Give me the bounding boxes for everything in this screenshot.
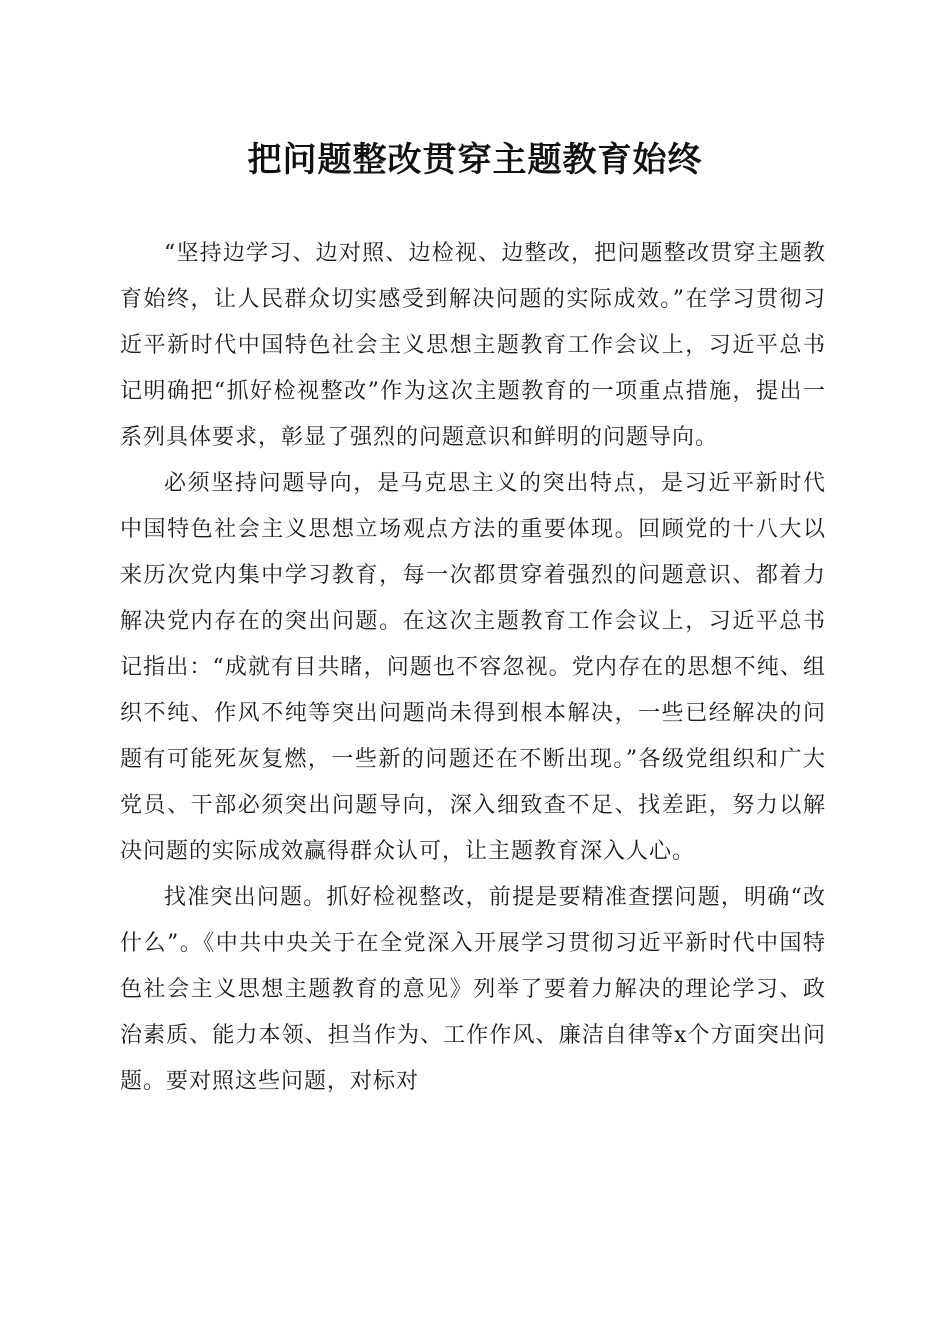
paragraph-2: 必须坚持问题导向，是马克思主义的突出特点，是习近平新时代中国特色社会主义思想立场观点方法的重要体现。回顾党的十八大以来历次党内集中学习教育，每一次都贯穿着强烈的问题意识、都着力解决党内存在的突出问题。在这次主题教育工作会议上，习近平总书记指出：“成就有目共睹，问题也不容忽视。党内存在的思想不纯、组织不纯、作风不纯等突出问题尚未得到根本解决，一些已经解决的问题有可能死灰复燃，一些新的问题还在不断出现。”各级党组织和广大党员、干部必须突出问题导向，深入细致查不足、找差距，努力以解决问题的实际成效赢得群众认可，让主题教育深入人心。 [120, 471, 826, 864]
document-body [120, 231, 826, 1105]
paragraph-1: “坚持边学习、边对照、边检视、边整改，把问题整改贯穿主题教育始终，让人民群众切实感受到解决问题的实际成效。”在学习贯彻习近平新时代中国特色社会主义思想主题教育工作会议上，习近平总书记明确把“抓好检视整改”作为这次主题教育的一项重点措施，提出一系列具体要求，彰显了强烈的问题意识和鲜明的问题导向。 [120, 241, 826, 450]
document-title: 把问题整改贯穿主题教育始终 [247, 140, 703, 180]
paragraph-3: 找准突出问题。抓好检视整改，前提是要精准查摆问题，明确“改什么”。《中共中央关于在全党深入开展学习贯彻习近平新时代中国特色社会主义思想主题教育的意见》列举了要着力解决的理论学习、政治素质、能力本领、担当作为、工作作风、廉洁自律等x个方面突出问题。要对照这些问题，对标对 [120, 885, 826, 1094]
